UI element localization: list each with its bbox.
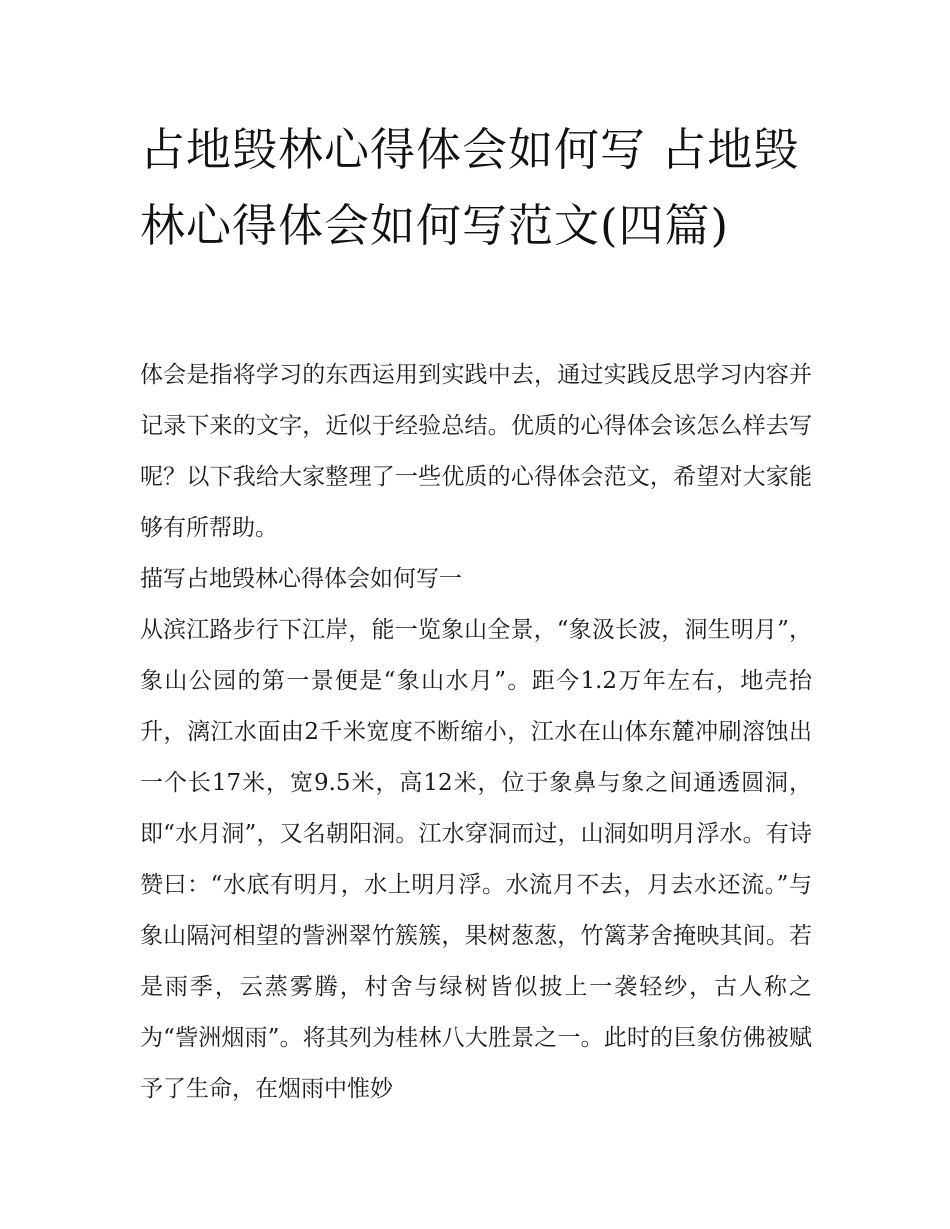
document-title: 占地毁林心得体会如何写 占地毁林心得体会如何写范文(四篇) (140, 123, 800, 252)
intro-paragraph: 体会是指将学习的东西运用到实践中去，通过实践反思学习内容并记录下来的文字，近似于经验总结。优质的心得体会该怎么样去写呢？以下我给大家整理了一些优质的心得体会范文，希望对大家能够有所帮助。 (140, 362, 812, 541)
section-heading: 描写占地毁林心得体会如何写一 (140, 566, 462, 592)
section-paragraph: 从滨江路步行下江岸，能一览象山全景，“象汲长波，洞生明月”，象山公园的第一景便是“象山水月”。距今1.2万年左右，地壳抬升，漓江水面由2千米宽度不断缩小，江水在山体东麓冲刷溶蚀出一个长17米，宽9.5米，高12米，位于象鼻与象之间通透圆洞，即“水月洞”，又名朝阳洞。江水穿洞而过，山洞如明月浮水。有诗赞曰：“水底有明月，水上明月浮。水流月不去，月去水还流。”与象山隔河相望的訾洲翠竹簇簇，果树葱葱，竹篱茅舍掩映其间。若是雨季，云蒸雾腾，村舍与绿树皆似披上一袭轻纱，古人称之为“訾洲烟雨”。将其列为桂林八大胜景之一。此时的巨象仿佛被赋予了生命，在烟雨中惟妙 (140, 617, 812, 1102)
document-body (140, 350, 812, 1115)
